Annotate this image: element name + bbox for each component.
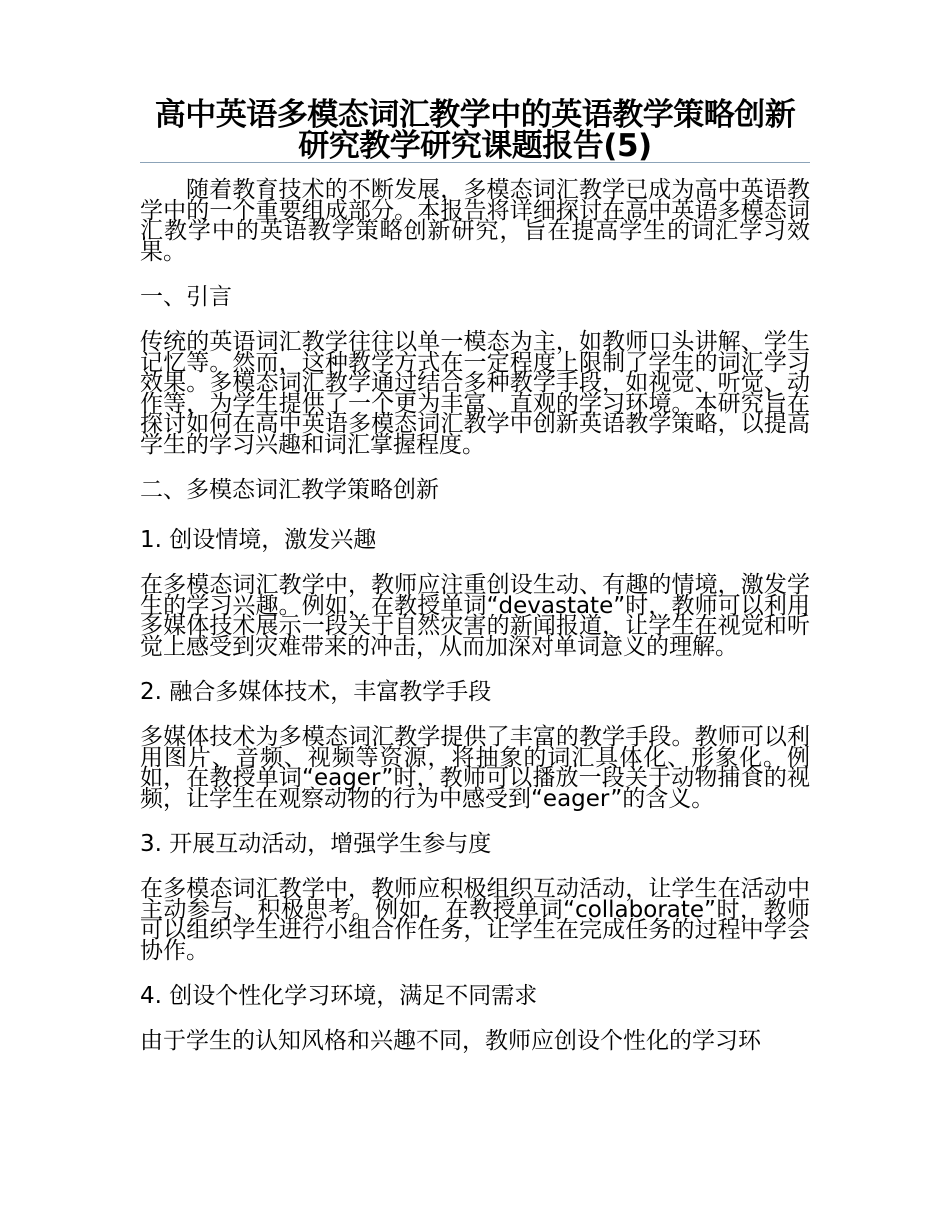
document-body: [140, 177, 810, 1072]
item-paragraph-1: 在多模态词汇教学中，教师应注重创设生动、有趣的情境，激发学生的学习兴趣。例如，在教授单词“devastate”时，教师可以利用多媒体技术展示一段关于自然灾害的新闻报道，让学生在视觉和听觉上感受到灾难带来的冲击，从而加深对单词意义的理解。: [140, 572, 810, 660]
item-heading-4: 4. 创设个性化学习环境，满足不同需求: [140, 983, 538, 1009]
introduction-paragraph: 传统的英语词汇教学往往以单一模态为主，如教师口头讲解、学生记忆等。然而，这种教学方式在一定程度上限制了学生的词汇学习效果。多模态词汇教学通过结合多种教学手段，如视觉、听觉、动作等，为学生提供了一个更为丰富、直观的学习环境。本研究旨在探讨如何在高中英语多模态词汇教学中创新英语教学策略，以提高学生的学习兴趣和词汇掌握程度。: [140, 329, 810, 458]
item-paragraph-4: 由于学生的认知风格和兴趣不同，教师应创设个性化的学习环: [140, 1028, 761, 1054]
page-title: 高中英语多模态词汇教学中的英语教学策略创新研究教学研究课题报告(5): [154, 97, 796, 164]
item-heading-1: 1. 创设情境，激发兴趣: [140, 527, 377, 553]
item-paragraph-2: 多媒体技术为多模态词汇教学提供了丰富的教学手段。教师可以利用图片、音频、视频等资源，将抽象的词汇具体化、形象化。例如，在教授单词“eager”时，教师可以播放一段关于动物捕食的视频，让学生在观察动物的行为中感受到“eager”的含义。: [140, 724, 810, 812]
section-heading-strategies: 二、多模态词汇教学策略创新: [140, 477, 439, 503]
title-underline: [140, 162, 810, 163]
item-heading-3: 3. 开展互动活动，增强学生参与度: [140, 831, 492, 857]
title-block: [140, 97, 810, 164]
section-heading-introduction: 一、引言: [140, 284, 232, 310]
intro-paragraph: 随着教育技术的不断发展，多模态词汇教学已成为高中英语教学中的一个重要组成部分。本报告将详细探讨在高中英语多模态词汇教学中的英语教学策略创新研究，旨在提高学生的词汇学习效果。: [140, 177, 810, 265]
item-paragraph-3: 在多模态词汇教学中，教师应积极组织互动活动，让学生在活动中主动参与、积极思考。例如，在教授单词“collaborate”时，教师可以组织学生进行小组合作任务，让学生在完成任务的过程中学会协作。: [140, 876, 810, 964]
item-heading-2: 2. 融合多媒体技术，丰富教学手段: [140, 679, 492, 705]
